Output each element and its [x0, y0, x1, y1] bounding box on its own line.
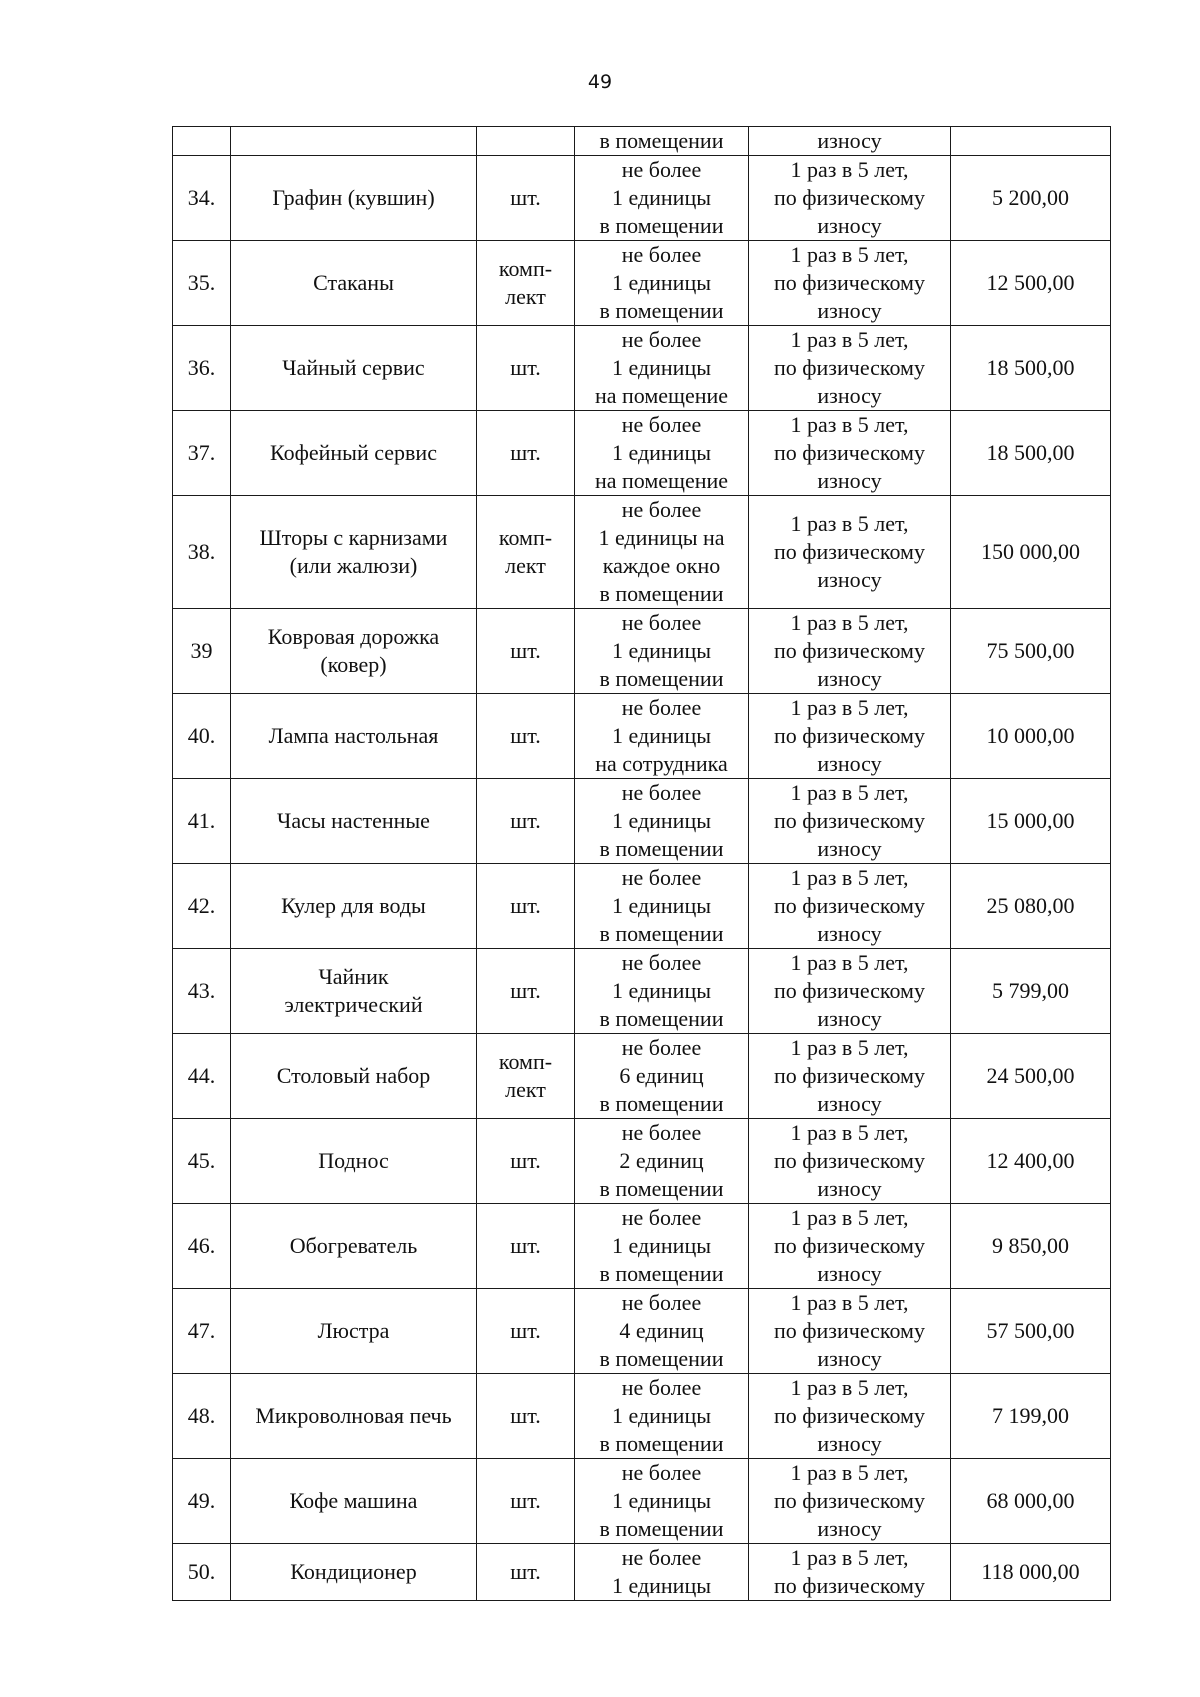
quantity-cell-line: не более: [621, 1120, 702, 1145]
frequency-cell: [749, 1289, 951, 1374]
frequency-cell: [749, 864, 951, 949]
unit-cell: [477, 1119, 575, 1204]
quantity-cell-line: в помещении: [599, 666, 724, 691]
price-cell: 150 000,00: [951, 496, 1111, 609]
table-row: [173, 496, 1111, 609]
price-cell: [951, 127, 1111, 156]
quantity-cell-line: в помещении: [599, 1431, 724, 1456]
name-cell-line: Чайный сервис: [282, 355, 425, 380]
unit-cell-line: шт.: [510, 808, 541, 833]
unit-cell-line: шт.: [510, 440, 541, 465]
table-row: [173, 949, 1111, 1034]
frequency-cell: [749, 694, 951, 779]
price-cell: 118 000,00: [951, 1544, 1111, 1601]
unit-cell-line: комп-: [498, 525, 553, 550]
quantity-cell-line: не более: [621, 157, 702, 182]
unit-cell: [477, 1289, 575, 1374]
table-row: [173, 1034, 1111, 1119]
price-cell: 12 500,00: [951, 241, 1111, 326]
frequency-cell-line: по физическому: [774, 355, 925, 380]
table-row: [173, 1459, 1111, 1544]
name-cell: [231, 326, 477, 411]
quantity-cell: [575, 1119, 749, 1204]
quantity-cell-line: 2 единиц: [619, 1148, 704, 1173]
unit-cell-line: шт.: [510, 1403, 541, 1428]
quantity-cell-line: не более: [621, 610, 702, 635]
table-row: [173, 241, 1111, 326]
unit-cell-line: комп-: [498, 256, 553, 281]
table-row: [173, 609, 1111, 694]
quantity-cell-line: 4 единиц: [619, 1318, 704, 1343]
frequency-cell-line: по физическому: [774, 270, 925, 295]
frequency-cell-line: износу: [817, 468, 882, 493]
quantity-cell: [575, 1034, 749, 1119]
num-cell: 47.: [173, 1289, 231, 1374]
frequency-cell-line: износу: [817, 1006, 882, 1031]
quantity-cell-line: 1 единицы: [611, 440, 712, 465]
name-cell-line: Люстра: [317, 1318, 390, 1343]
frequency-cell: износу: [749, 127, 951, 156]
num-cell: 49.: [173, 1459, 231, 1544]
frequency-cell-line: 1 раз в 5 лет,: [790, 1290, 909, 1315]
frequency-cell-line: износу: [817, 213, 882, 238]
num-cell: 45.: [173, 1119, 231, 1204]
quantity-cell-line: 1 единицы: [611, 638, 712, 663]
price-cell: 24 500,00: [951, 1034, 1111, 1119]
unit-cell: [477, 1374, 575, 1459]
frequency-cell: [749, 156, 951, 241]
unit-cell: [477, 127, 575, 156]
price-cell: 15 000,00: [951, 779, 1111, 864]
quantity-cell-line: 1 единицы: [611, 1233, 712, 1258]
frequency-cell-line: по физическому: [774, 1488, 925, 1513]
frequency-cell-line: по физическому: [774, 185, 925, 210]
quantity-cell-line: в помещении: [599, 1261, 724, 1286]
quantity-cell-line: не более: [621, 950, 702, 975]
unit-cell-line: шт.: [510, 638, 541, 663]
frequency-cell-line: 1 раз в 5 лет,: [790, 610, 909, 635]
unit-cell-line: шт.: [510, 978, 541, 1003]
quantity-cell: [575, 1374, 749, 1459]
name-cell-line: Чайник: [318, 964, 389, 989]
name-cell-line: Столовый набор: [276, 1063, 431, 1088]
unit-cell: [477, 156, 575, 241]
frequency-cell: [749, 779, 951, 864]
quantity-cell-line: 1 единицы: [611, 185, 712, 210]
frequency-cell-line: по физическому: [774, 539, 925, 564]
quantity-cell: [575, 326, 749, 411]
frequency-cell-line: износу: [817, 1091, 882, 1116]
table-row: [173, 694, 1111, 779]
num-cell: 41.: [173, 779, 231, 864]
quantity-cell: [575, 949, 749, 1034]
frequency-cell: [749, 609, 951, 694]
frequency-cell-line: по физическому: [774, 1318, 925, 1343]
name-cell: [231, 127, 477, 156]
quantity-cell: [575, 779, 749, 864]
frequency-cell-line: по физическому: [774, 638, 925, 663]
unit-cell: [477, 949, 575, 1034]
frequency-cell: [749, 326, 951, 411]
table-row: [173, 1544, 1111, 1601]
frequency-cell-line: износу: [817, 751, 882, 776]
price-cell: 18 500,00: [951, 411, 1111, 496]
price-cell: 5 799,00: [951, 949, 1111, 1034]
quantity-cell-line: не более: [621, 1460, 702, 1485]
name-cell: [231, 241, 477, 326]
unit-cell: [477, 779, 575, 864]
quantity-cell: [575, 1459, 749, 1544]
unit-cell-line: лект: [505, 1077, 546, 1102]
quantity-cell-line: 1 единицы: [611, 1488, 712, 1513]
unit-cell-line: шт.: [510, 723, 541, 748]
quantity-cell-line: на помещение: [594, 468, 729, 493]
frequency-cell-line: по физическому: [774, 1403, 925, 1428]
frequency-cell-line: по физическому: [774, 808, 925, 833]
quantity-cell-line: в помещении: [599, 1091, 724, 1116]
unit-cell: [477, 864, 575, 949]
price-cell: 7 199,00: [951, 1374, 1111, 1459]
unit-cell-line: шт.: [510, 1488, 541, 1513]
unit-cell-line: шт.: [510, 1318, 541, 1343]
frequency-cell-line: 1 раз в 5 лет,: [790, 1375, 909, 1400]
frequency-cell-line: по физическому: [774, 1233, 925, 1258]
quantity-cell-line: 1 единицы на: [598, 525, 725, 550]
frequency-cell-line: 1 раз в 5 лет,: [790, 780, 909, 805]
name-cell: [231, 864, 477, 949]
quantity-cell-line: не более: [621, 780, 702, 805]
quantity-cell-line: 1 единицы: [611, 270, 712, 295]
continuation-row: [173, 127, 1111, 156]
name-cell-line: Кофейный сервис: [270, 440, 437, 465]
name-cell: [231, 411, 477, 496]
name-cell: [231, 156, 477, 241]
unit-cell: [477, 609, 575, 694]
unit-cell-line: лект: [505, 284, 546, 309]
price-cell: 18 500,00: [951, 326, 1111, 411]
name-cell: [231, 1544, 477, 1601]
unit-cell-line: шт.: [510, 893, 541, 918]
price-cell: 57 500,00: [951, 1289, 1111, 1374]
quantity-cell-line: не более: [621, 1035, 702, 1060]
name-cell: [231, 1289, 477, 1374]
quantity-cell-line: 1 единицы: [611, 723, 712, 748]
table-row: [173, 1374, 1111, 1459]
frequency-cell-line: по физическому: [774, 1573, 925, 1598]
unit-cell-line: шт.: [510, 1559, 541, 1584]
frequency-cell-line: износу: [817, 666, 882, 691]
quantity-cell-line: не более: [621, 865, 702, 890]
quantity-cell-line: 1 единицы: [611, 355, 712, 380]
name-cell: [231, 694, 477, 779]
quantity-cell: [575, 241, 749, 326]
frequency-cell-line: износу: [817, 567, 882, 592]
quantity-cell-line: не более: [621, 497, 702, 522]
unit-cell-line: лект: [505, 553, 546, 578]
frequency-cell-line: 1 раз в 5 лет,: [790, 865, 909, 890]
num-cell: 38.: [173, 496, 231, 609]
price-cell: 25 080,00: [951, 864, 1111, 949]
quantity-cell-line: в помещении: [599, 1516, 724, 1541]
num-cell: 48.: [173, 1374, 231, 1459]
frequency-cell: [749, 496, 951, 609]
frequency-cell-line: по физическому: [774, 1148, 925, 1173]
name-cell-line: Кондиционер: [290, 1559, 417, 1584]
name-cell: [231, 496, 477, 609]
name-cell-line: Обогреватель: [289, 1233, 418, 1258]
frequency-cell: [749, 411, 951, 496]
frequency-cell-line: износу: [817, 1176, 882, 1201]
frequency-cell-line: 1 раз в 5 лет,: [790, 695, 909, 720]
name-cell-line: Шторы с карнизами: [259, 525, 448, 550]
quantity-cell-line: в помещении: [599, 836, 724, 861]
num-cell: 42.: [173, 864, 231, 949]
name-cell-line: (или жалюзи): [289, 553, 418, 578]
frequency-cell: [749, 1459, 951, 1544]
quantity-cell-line: не более: [621, 1290, 702, 1315]
quantity-cell-line: в помещении: [599, 1176, 724, 1201]
table-row: [173, 411, 1111, 496]
quantity-cell-line: не более: [621, 1545, 702, 1570]
name-cell: [231, 1374, 477, 1459]
frequency-cell-line: 1 раз в 5 лет,: [790, 412, 909, 437]
frequency-cell-line: 1 раз в 5 лет,: [790, 1545, 909, 1570]
price-cell: 12 400,00: [951, 1119, 1111, 1204]
quantity-cell-line: не более: [621, 695, 702, 720]
name-cell-line: Микроволновая печь: [255, 1403, 452, 1428]
frequency-cell-line: износу: [817, 1346, 882, 1371]
frequency-cell: [749, 1119, 951, 1204]
num-cell: 40.: [173, 694, 231, 779]
quantity-cell-line: не более: [621, 1205, 702, 1230]
frequency-cell-line: по физическому: [774, 978, 925, 1003]
unit-cell: [477, 1459, 575, 1544]
table-row: [173, 326, 1111, 411]
price-cell: 10 000,00: [951, 694, 1111, 779]
frequency-cell-line: 1 раз в 5 лет,: [790, 1035, 909, 1060]
frequency-cell-line: износу: [817, 1261, 882, 1286]
frequency-cell: [749, 1034, 951, 1119]
frequency-cell-line: 1 раз в 5 лет,: [790, 1120, 909, 1145]
frequency-cell-line: износу: [817, 1516, 882, 1541]
name-cell-line: Графин (кувшин): [272, 185, 435, 210]
name-cell-line: (ковер): [320, 652, 387, 677]
frequency-cell-line: износу: [817, 383, 882, 408]
unit-cell-line: шт.: [510, 1233, 541, 1258]
unit-cell: [477, 1034, 575, 1119]
table-row: [173, 1289, 1111, 1374]
quantity-cell-line: 1 единицы: [611, 808, 712, 833]
unit-cell: [477, 241, 575, 326]
frequency-cell-line: по физическому: [774, 1063, 925, 1088]
quantity-cell-line: в помещении: [599, 1006, 724, 1031]
name-cell: [231, 949, 477, 1034]
page-number: 49: [587, 71, 613, 93]
unit-cell-line: шт.: [510, 355, 541, 380]
quantity-cell: [575, 864, 749, 949]
unit-cell: [477, 1204, 575, 1289]
quantity-cell-line: на сотрудника: [595, 751, 728, 776]
table-row: [173, 1119, 1111, 1204]
quantity-cell: [575, 496, 749, 609]
quantity-cell-line: 1 единицы: [611, 1573, 712, 1598]
frequency-cell-line: 1 раз в 5 лет,: [790, 1460, 909, 1485]
unit-cell-line: шт.: [510, 185, 541, 210]
name-cell: [231, 779, 477, 864]
quantity-cell: [575, 694, 749, 779]
unit-cell: [477, 411, 575, 496]
quantity-cell: в помещении: [575, 127, 749, 156]
name-cell-line: Ковровая дорожка: [267, 624, 440, 649]
num-cell: 44.: [173, 1034, 231, 1119]
frequency-cell: [749, 949, 951, 1034]
num-cell: [173, 127, 231, 156]
num-cell: 46.: [173, 1204, 231, 1289]
unit-cell-line: комп-: [498, 1049, 553, 1074]
quantity-cell-line: каждое окно: [602, 553, 721, 578]
name-cell: [231, 1119, 477, 1204]
quantity-cell: [575, 1204, 749, 1289]
frequency-cell-line: износу: [817, 921, 882, 946]
quantity-cell-line: на помещение: [594, 383, 729, 408]
name-cell-line: Кулер для воды: [281, 893, 426, 918]
num-cell: 50.: [173, 1544, 231, 1601]
frequency-cell-line: износу: [817, 1431, 882, 1456]
furniture-norms-table: [172, 126, 1111, 1601]
unit-cell: [477, 1544, 575, 1601]
quantity-cell-line: в помещении: [599, 213, 724, 238]
name-cell-line: Поднос: [318, 1148, 389, 1173]
frequency-cell-line: износу: [817, 836, 882, 861]
unit-cell: [477, 694, 575, 779]
quantity-cell: [575, 156, 749, 241]
num-cell: 37.: [173, 411, 231, 496]
num-cell: 35.: [173, 241, 231, 326]
quantity-cell-line: не более: [621, 327, 702, 352]
table-row: [173, 1204, 1111, 1289]
table-body: [173, 127, 1111, 1601]
num-cell: 39: [173, 609, 231, 694]
quantity-cell-line: не более: [621, 412, 702, 437]
quantity-cell-line: в помещении: [599, 298, 724, 323]
quantity-cell-line: 6 единиц: [619, 1063, 704, 1088]
name-cell-line: Стаканы: [313, 270, 394, 295]
frequency-cell-line: по физическому: [774, 893, 925, 918]
table-row: [173, 156, 1111, 241]
quantity-cell-line: не более: [621, 242, 702, 267]
quantity-cell-line: в помещении: [599, 581, 724, 606]
quantity-cell-line: в помещении: [599, 921, 724, 946]
frequency-cell-line: 1 раз в 5 лет,: [790, 1205, 909, 1230]
name-cell: [231, 1459, 477, 1544]
frequency-cell-line: 1 раз в 5 лет,: [790, 327, 909, 352]
quantity-cell-line: 1 единицы: [611, 978, 712, 1003]
name-cell: [231, 609, 477, 694]
quantity-cell-line: 1 единицы: [611, 1403, 712, 1428]
name-cell-line: Кофе машина: [289, 1488, 418, 1513]
frequency-cell-line: 1 раз в 5 лет,: [790, 950, 909, 975]
unit-cell-line: шт.: [510, 1148, 541, 1173]
frequency-cell-line: по физическому: [774, 723, 925, 748]
table-row: [173, 864, 1111, 949]
price-cell: 9 850,00: [951, 1204, 1111, 1289]
name-cell: [231, 1034, 477, 1119]
num-cell: 43.: [173, 949, 231, 1034]
quantity-cell-line: 1 единицы: [611, 893, 712, 918]
name-cell-line: Лампа настольная: [268, 723, 439, 748]
num-cell: 34.: [173, 156, 231, 241]
unit-cell: [477, 326, 575, 411]
name-cell-line: электрический: [284, 992, 423, 1017]
num-cell: 36.: [173, 326, 231, 411]
quantity-cell: [575, 609, 749, 694]
frequency-cell-line: 1 раз в 5 лет,: [790, 511, 909, 536]
unit-cell: [477, 496, 575, 609]
name-cell-line: Часы настенные: [277, 808, 430, 833]
quantity-cell: [575, 411, 749, 496]
frequency-cell-line: 1 раз в 5 лет,: [790, 157, 909, 182]
frequency-cell: [749, 241, 951, 326]
price-cell: 5 200,00: [951, 156, 1111, 241]
name-cell: [231, 1204, 477, 1289]
price-cell: 75 500,00: [951, 609, 1111, 694]
frequency-cell: [749, 1544, 951, 1601]
quantity-cell-line: в помещении: [599, 1346, 724, 1371]
price-cell: 68 000,00: [951, 1459, 1111, 1544]
quantity-cell-line: не более: [621, 1375, 702, 1400]
table-row: [173, 779, 1111, 864]
frequency-cell: [749, 1374, 951, 1459]
frequency-cell: [749, 1204, 951, 1289]
frequency-cell-line: износу: [817, 298, 882, 323]
frequency-cell-line: по физическому: [774, 440, 925, 465]
frequency-cell-line: 1 раз в 5 лет,: [790, 242, 909, 267]
quantity-cell: [575, 1544, 749, 1601]
quantity-cell: [575, 1289, 749, 1374]
